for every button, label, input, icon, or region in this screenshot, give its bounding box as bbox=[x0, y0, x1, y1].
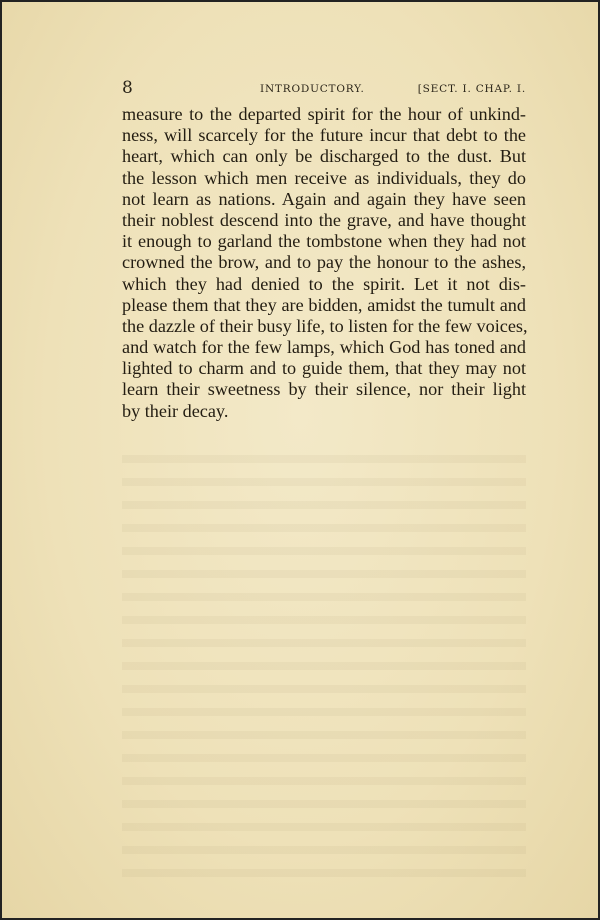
text-line: ness, will scarcely for the future incur that debt to the bbox=[122, 125, 526, 146]
text-line: the lesson which men receive as individuals, they do bbox=[122, 167, 526, 188]
text-line: it enough to garland the tombstone when they had not bbox=[122, 231, 526, 252]
text-line: lighted to charm and to guide them, that they may not bbox=[122, 358, 526, 379]
text-line: and watch for the few lamps, which God has toned and bbox=[122, 337, 526, 358]
running-title: INTRODUCTORY. bbox=[260, 83, 365, 95]
section-heading: [SECT. I. CHAP. I. bbox=[417, 83, 526, 95]
text-line: learn their sweetness by their silence, nor their light bbox=[122, 379, 526, 400]
text-line: heart, which can only be discharged to the dust. But bbox=[122, 146, 526, 167]
bleed-through-texture bbox=[122, 447, 526, 892]
text-line: the dazzle of their busy life, to listen for the few voices, bbox=[122, 315, 528, 336]
text-line: by their decay. bbox=[122, 400, 229, 421]
body-text bbox=[122, 104, 526, 422]
text-line: crowned the brow, and to pay the honour to the ashes, bbox=[122, 252, 526, 273]
text-line: which they had denied to the spirit. Let it not dis- bbox=[122, 273, 526, 294]
text-line: not learn as nations. Again and again they have seen bbox=[122, 188, 526, 209]
page-number: 8 bbox=[122, 78, 133, 98]
text-line: their noblest descend into the grave, and have thought bbox=[122, 209, 526, 230]
text-line: please them that they are bidden, amidst the tumult and bbox=[122, 294, 526, 315]
text-line: measure to the departed spirit for the hour of unkind- bbox=[122, 104, 526, 124]
page-header bbox=[122, 78, 526, 100]
